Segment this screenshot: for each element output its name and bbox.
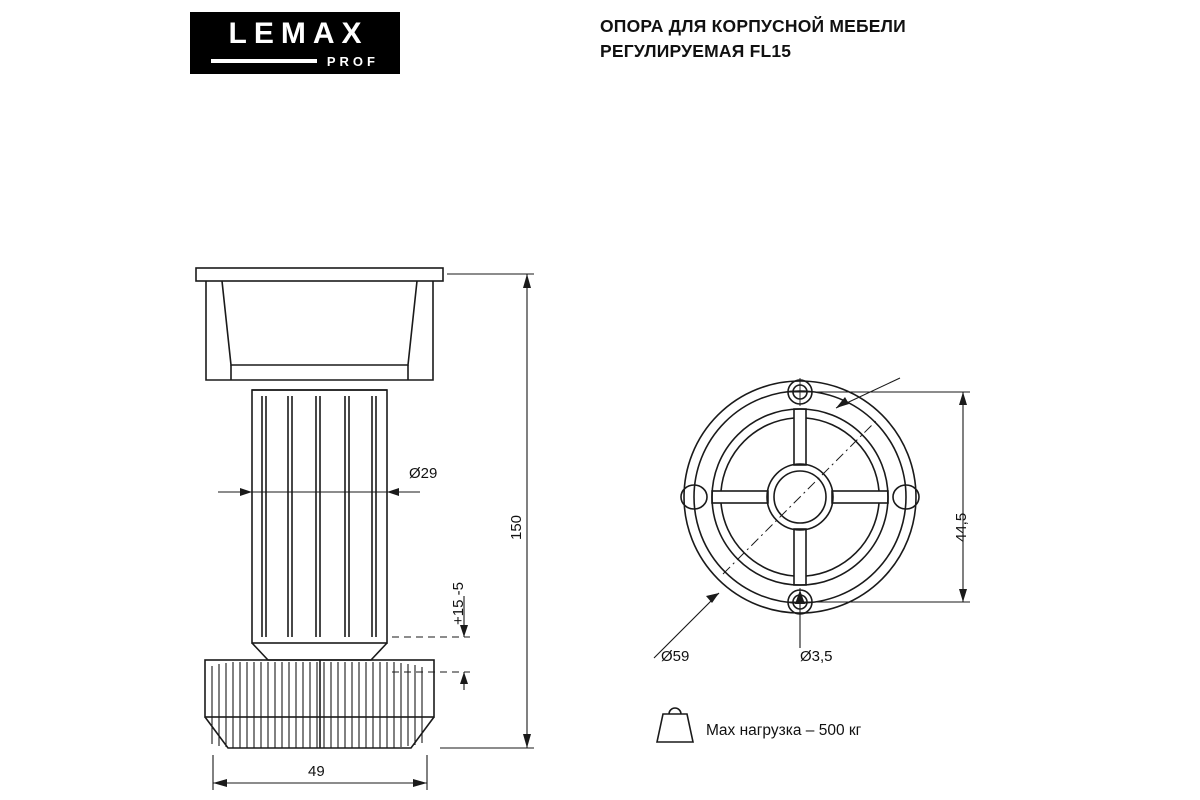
dim-height-total: 150 bbox=[508, 514, 525, 540]
logo-wordmark: LEMAX bbox=[228, 16, 369, 50]
page-title-line1: ОПОРА ДЛЯ КОРПУСНОЙ МЕБЕЛИ bbox=[600, 16, 906, 36]
dim-diameter-body: Ø29 bbox=[409, 465, 438, 482]
max-load-label: Max нагрузка – 500 кг bbox=[706, 722, 862, 739]
dim-hole-spacing: 44,5 bbox=[953, 512, 970, 542]
logo-sub-label: PROF bbox=[326, 53, 379, 69]
dim-adjustment: +15 -5 bbox=[450, 582, 467, 625]
dim-hole-diameter: Ø3,5 bbox=[800, 648, 833, 665]
dim-base-width: 49 bbox=[308, 763, 325, 780]
top-view-dimensions bbox=[654, 378, 970, 658]
dim-plate-diameter: Ø59 bbox=[661, 648, 690, 665]
page-title-line2: РЕГУЛИРУЕМАЯ FL15 bbox=[600, 41, 792, 62]
side-view-geometry bbox=[196, 268, 443, 748]
weight-icon bbox=[657, 708, 693, 742]
top-view-geometry bbox=[681, 378, 919, 616]
